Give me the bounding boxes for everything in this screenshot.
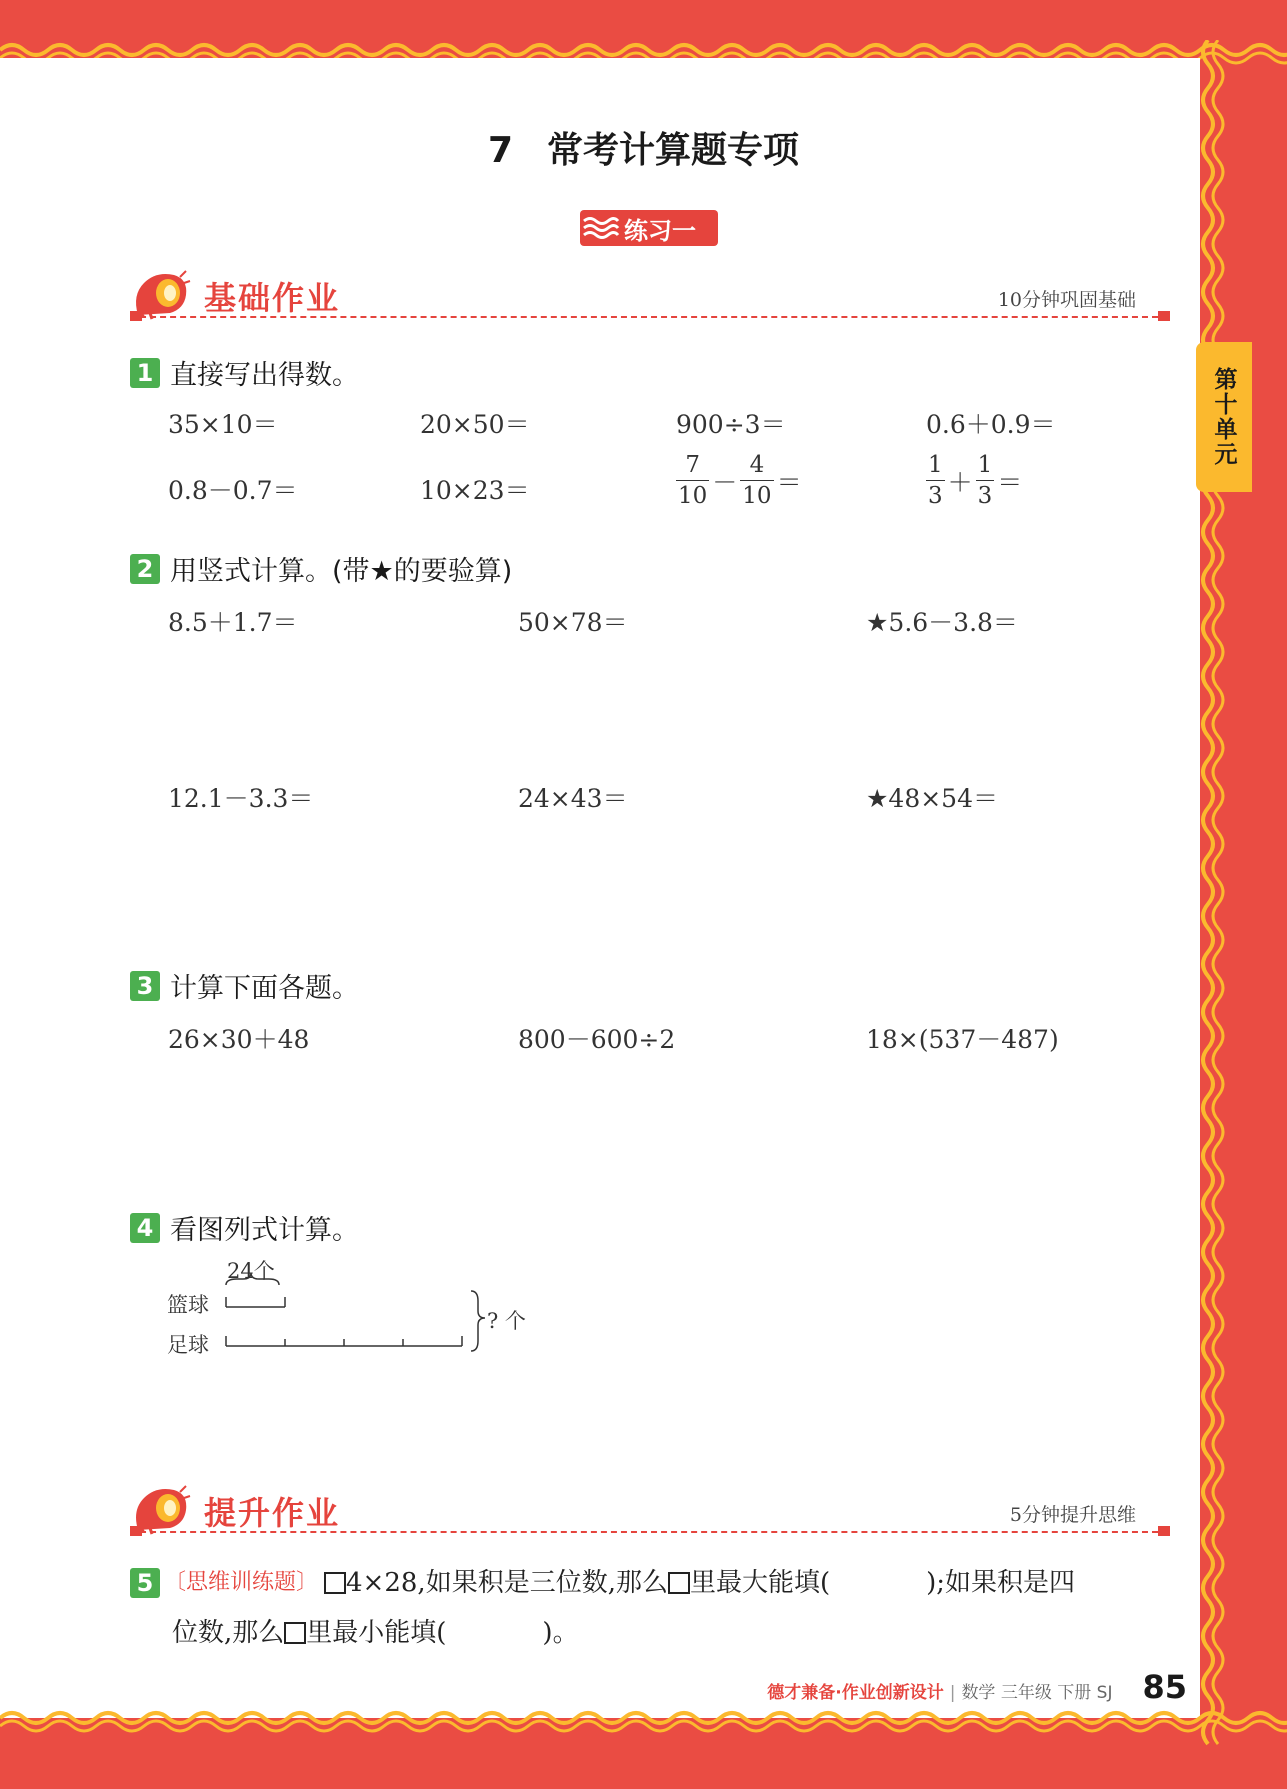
q2-item: ★5.6－3.8＝ (866, 608, 1018, 637)
q3-item: 26×30＋48 (168, 1025, 310, 1054)
question-5-number: 5 (130, 1568, 160, 1598)
question-1-number: 1 (130, 358, 160, 388)
q1-item: 0.8－0.7＝ (168, 476, 298, 505)
footer-brand: 德才兼备·作业创新设计 (767, 1683, 944, 1703)
answer-box[interactable] (668, 1572, 690, 1594)
answer-box[interactable] (324, 1572, 346, 1594)
segment-diagram (165, 1255, 565, 1365)
section-divider (130, 316, 1158, 318)
section-advanced-header (130, 1480, 1170, 1540)
diagram-row1-label: 篮球 (167, 1293, 209, 1317)
question-5-text: 里最大能填( (689, 1568, 831, 1598)
q1-item: 0.6＋0.9＝ (926, 410, 1056, 439)
page-footer (767, 1668, 1187, 1706)
divider-end-right (1158, 311, 1170, 321)
section-advanced-title: 提升作业 (204, 1494, 341, 1532)
footer-info: 数学 三年级 下册 SJ (961, 1683, 1113, 1703)
question-2-header (130, 549, 512, 588)
lesson-title: 常考计算题专项 (547, 130, 800, 171)
bottom-wave-border (0, 1700, 1287, 1740)
q2-item: 50×78＝ (518, 608, 628, 637)
question-3-text: 计算下面各题。 (170, 973, 359, 1004)
section-divider (130, 1531, 1158, 1533)
question-5-text: );如果积是四 (926, 1568, 1076, 1598)
diagram-row2-label: 足球 (167, 1333, 209, 1357)
question-2-text: 用竖式计算。(带★的要验算) (170, 556, 513, 587)
q1-item: 900÷3＝ (676, 410, 786, 439)
q1-fraction-item: $\frac{1}{3}$ ＋ $\frac{1}{3}$ ＝ (928, 452, 1023, 509)
q3-item: 18×(537－487) (866, 1025, 1059, 1054)
exercise-badge (580, 210, 718, 246)
question-4-header (130, 1208, 359, 1247)
fraction: $\frac{4}{10}$ (742, 452, 772, 509)
question-5-text: 里最小能填( (306, 1618, 447, 1648)
footer-separator: | (949, 1683, 956, 1703)
fraction: $\frac{7}{10}$ (678, 452, 708, 509)
question-5-tag: 〔思维训练题〕 (164, 1570, 319, 1595)
lesson-number: 7 (487, 130, 514, 171)
page-title (0, 122, 1287, 173)
wave-lines-icon (580, 210, 620, 246)
page-number: 85 (1142, 1668, 1187, 1706)
right-wave-border (1198, 40, 1234, 1750)
q2-item: ★48×54＝ (866, 784, 998, 813)
q1-item: 35×10＝ (168, 410, 278, 439)
question-4-number: 4 (130, 1213, 160, 1243)
question-1-text: 直接写出得数。 (170, 360, 359, 391)
q1-item: 20×50＝ (420, 410, 530, 439)
diagram-top-label: 24个 (227, 1259, 275, 1283)
answer-box[interactable] (284, 1622, 306, 1644)
fraction: $\frac{1}{3}$ (928, 452, 943, 509)
section-basic-note: 10分钟巩固基础 (997, 289, 1136, 311)
question-5-text: 4×28,如果积是三位数,那么 (346, 1568, 668, 1598)
question-2-number: 2 (130, 554, 160, 584)
section-basic-header (130, 265, 1170, 325)
question-5-line-1 (130, 1568, 1075, 1598)
q1-fraction-item: $\frac{7}{10}$ － $\frac{4}{10}$ ＝ (678, 452, 802, 509)
question-4-text: 看图列式计算。 (170, 1215, 359, 1246)
section-basic-title: 基础作业 (204, 279, 341, 317)
section-advanced-note: 5分钟提升思维 (1009, 1504, 1136, 1526)
q1-item: 10×23＝ (420, 476, 530, 505)
q2-item: 12.1－3.3＝ (168, 784, 314, 813)
fraction: $\frac{1}{3}$ (977, 452, 993, 509)
q2-item: 8.5＋1.7＝ (168, 608, 298, 637)
question-1-header (130, 353, 359, 392)
question-3-number: 3 (130, 971, 160, 1001)
exercise-badge-label: 练习一 (624, 216, 696, 245)
question-5-line-2 (172, 1620, 579, 1646)
q3-item: 800－600÷2 (518, 1025, 676, 1054)
question-5-text: )。 (542, 1618, 579, 1648)
diagram-question-label: ? 个 (487, 1309, 526, 1333)
divider-end-right (1158, 1526, 1170, 1536)
segment-lines (165, 1255, 495, 1365)
question-3-header (130, 966, 359, 1005)
unit-side-tab-label: 第十单元 (1210, 367, 1237, 467)
unit-side-tab (1196, 342, 1252, 492)
q2-item: 24×43＝ (518, 784, 628, 813)
question-5-text: 位数,那么 (172, 1618, 285, 1648)
